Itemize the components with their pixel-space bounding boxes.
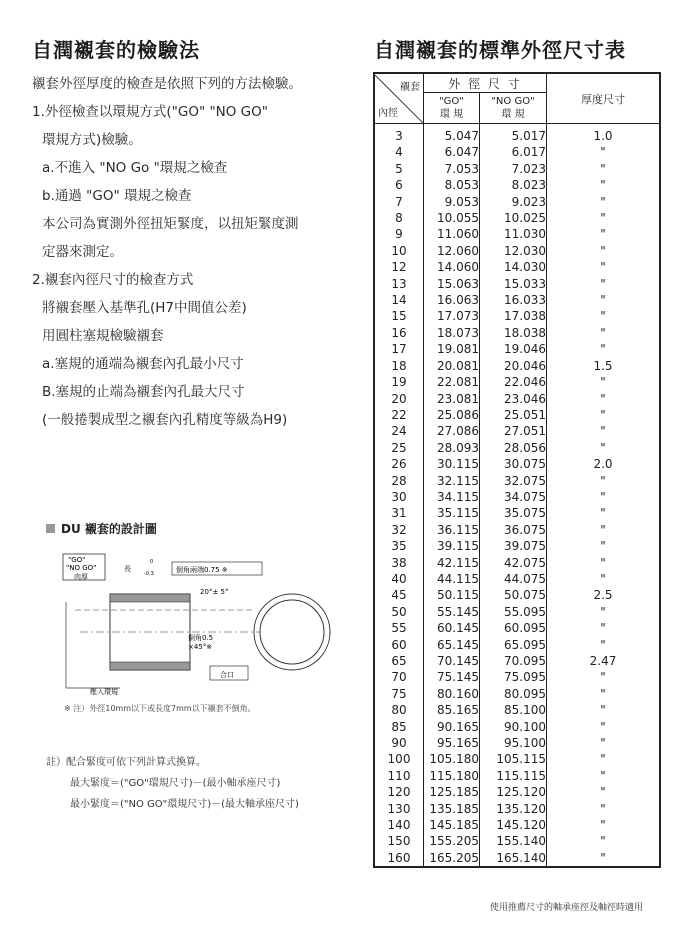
go-cell: 65.145 xyxy=(424,637,480,653)
table-row xyxy=(374,325,660,341)
thickness-cell: " xyxy=(547,407,661,423)
thickness-cell: " xyxy=(547,325,661,341)
thickness-cell: " xyxy=(547,801,661,817)
inner-diameter-cell: 18 xyxy=(374,358,424,374)
go-cell: 17.073 xyxy=(424,308,480,324)
nogo-cell: 70.095 xyxy=(480,653,547,669)
text-line: 定器來測定。 xyxy=(42,244,123,260)
inner-diameter-cell: 50 xyxy=(374,604,424,620)
nogo-cell: 6.017 xyxy=(480,144,547,160)
table-row xyxy=(374,555,660,571)
text-line: 1.外徑檢查以環規方式("GO" "NO GO" xyxy=(32,104,268,120)
go-cell: 32.115 xyxy=(424,473,480,489)
inspection-section xyxy=(32,34,362,439)
table-row xyxy=(374,620,660,636)
text-line: b.通過 "GO" 環規之檢查 xyxy=(42,188,192,204)
thickness-cell: 1.0 xyxy=(547,124,661,145)
nogo-cell: 60.095 xyxy=(480,620,547,636)
inner-diameter-cell: 160 xyxy=(374,850,424,867)
bushing-diagram xyxy=(60,548,360,702)
nogo-cell: 22.046 xyxy=(480,374,547,390)
table-row xyxy=(374,604,660,620)
spec-table xyxy=(373,72,661,868)
go-cell: 36.115 xyxy=(424,522,480,538)
thickness-cell: " xyxy=(547,177,661,193)
inner-diameter-cell: 38 xyxy=(374,555,424,571)
inner-diameter-cell: 7 xyxy=(374,194,424,210)
inner-diameter-cell: 3 xyxy=(374,124,424,145)
nogo-cell: 90.100 xyxy=(480,719,547,735)
inner-diameter-cell: 9 xyxy=(374,226,424,242)
nogo-cell: 65.095 xyxy=(480,637,547,653)
go-cell: 11.060 xyxy=(424,226,480,242)
inner-diameter-cell: 55 xyxy=(374,620,424,636)
go-cell: 50.115 xyxy=(424,587,480,603)
nogo-cell: 10.025 xyxy=(480,210,547,226)
table-row xyxy=(374,801,660,817)
thickness-cell: " xyxy=(547,440,661,456)
thickness-cell: " xyxy=(547,637,661,653)
inner-diameter-cell: 24 xyxy=(374,423,424,439)
go-cell: 70.145 xyxy=(424,653,480,669)
diagram-heading-text: DU 襯套的設計圖 xyxy=(61,522,157,536)
nogo-cell: 50.075 xyxy=(480,587,547,603)
nogo-cell: 17.038 xyxy=(480,308,547,324)
nogo-cell: 20.046 xyxy=(480,358,547,374)
table-row xyxy=(374,276,660,292)
text-line: B.塞規的止端為襯套內孔最大尺寸 xyxy=(42,384,245,400)
thickness-cell: " xyxy=(547,571,661,587)
table-row xyxy=(374,161,660,177)
thickness-cell: " xyxy=(547,669,661,685)
thickness-label: 肉厚 xyxy=(74,573,88,581)
table-row xyxy=(374,308,660,324)
go-header-text: "GO" xyxy=(439,96,464,107)
thickness-cell: " xyxy=(547,308,661,324)
spec-table-body xyxy=(374,124,660,868)
inner-diameter-cell: 25 xyxy=(374,440,424,456)
nogo-cell: 155.140 xyxy=(480,833,547,849)
go-cell: 35.115 xyxy=(424,505,480,521)
inner-diameter-cell: 10 xyxy=(374,243,424,259)
thickness-cell: " xyxy=(547,768,661,784)
inner-diameter-cell: 5 xyxy=(374,161,424,177)
nogo-cell: 115.115 xyxy=(480,768,547,784)
go-header xyxy=(424,93,480,124)
text-line: 將襯套壓入基準孔(H7中間值公差) xyxy=(42,300,247,316)
go-cell: 20.081 xyxy=(424,358,480,374)
nogo-ring-label: 環 規 xyxy=(501,109,525,120)
nogo-cell: 7.023 xyxy=(480,161,547,177)
go-cell: 28.093 xyxy=(424,440,480,456)
thickness-cell: " xyxy=(547,555,661,571)
inner-diameter-cell: 20 xyxy=(374,391,424,407)
thickness-cell: " xyxy=(547,604,661,620)
inner-diameter-cell: 80 xyxy=(374,702,424,718)
inner-diameter-cell: 8 xyxy=(374,210,424,226)
go-cell: 135.185 xyxy=(424,801,480,817)
thickness-cell: " xyxy=(547,522,661,538)
inner-diameter-cell: 30 xyxy=(374,489,424,505)
angle-label: 20°± 5° xyxy=(200,588,229,596)
thickness-cell: " xyxy=(547,292,661,308)
go-cell: 19.081 xyxy=(424,341,480,357)
table-row xyxy=(374,194,660,210)
inner-diameter-cell: 16 xyxy=(374,325,424,341)
nogo-cell: 25.051 xyxy=(480,407,547,423)
table-title: 自潤襯套的標準外徑尺寸表 xyxy=(374,38,626,62)
go-cell: 6.047 xyxy=(424,144,480,160)
table-row xyxy=(374,489,660,505)
square-bullet-icon xyxy=(46,524,55,533)
inner-diameter-cell: 6 xyxy=(374,177,424,193)
nogo-cell: 28.056 xyxy=(480,440,547,456)
go-cell: 145.185 xyxy=(424,817,480,833)
go-cell: 12.060 xyxy=(424,243,480,259)
go-cell: 9.053 xyxy=(424,194,480,210)
go-cell: 90.165 xyxy=(424,719,480,735)
inner-diameter-cell: 13 xyxy=(374,276,424,292)
go-cell: 85.165 xyxy=(424,702,480,718)
table-row xyxy=(374,440,660,456)
table-row xyxy=(374,751,660,767)
nogo-cell: 39.075 xyxy=(480,538,547,554)
nogo-cell: 12.030 xyxy=(480,243,547,259)
table-row xyxy=(374,702,660,718)
go-cell: 34.115 xyxy=(424,489,480,505)
table-row xyxy=(374,144,660,160)
go-cell: 27.086 xyxy=(424,423,480,439)
inner-diameter-cell: 75 xyxy=(374,686,424,702)
thickness-cell: " xyxy=(547,374,661,390)
go-cell: 15.063 xyxy=(424,276,480,292)
text-line: (一般捲製成型之襯套內孔精度等級為H9) xyxy=(42,412,288,428)
nogo-cell: 5.017 xyxy=(480,124,547,145)
thickness-cell: " xyxy=(547,817,661,833)
nogo-cell: 34.075 xyxy=(480,489,547,505)
table-footnote: 使用推薦尺寸的軸承座徑及軸徑時適用 xyxy=(490,903,644,913)
thickness-cell: " xyxy=(547,850,661,867)
go-cell: 95.165 xyxy=(424,735,480,751)
inner-diameter-cell: 19 xyxy=(374,374,424,390)
go-cell: 115.180 xyxy=(424,768,480,784)
nogo-cell: 35.075 xyxy=(480,505,547,521)
nogo-cell: 80.095 xyxy=(480,686,547,702)
chamfer-angle-label: ×45°※ xyxy=(188,643,213,651)
go-cell: 75.145 xyxy=(424,669,480,685)
table-row xyxy=(374,768,660,784)
inner-diameter-cell: 85 xyxy=(374,719,424,735)
nogo-header-text: "NO GO" xyxy=(491,96,535,107)
go-ring-label: 環 規 xyxy=(439,109,464,120)
corner-header xyxy=(374,73,424,124)
go-cell: 39.115 xyxy=(424,538,480,554)
thickness-cell: " xyxy=(547,489,661,505)
diagram-heading xyxy=(46,520,157,537)
thickness-cell: 2.0 xyxy=(547,456,661,472)
go-cell: 22.081 xyxy=(424,374,480,390)
go-cell: 7.053 xyxy=(424,161,480,177)
thickness-cell: " xyxy=(547,473,661,489)
table-row xyxy=(374,124,660,145)
table-row xyxy=(374,538,660,554)
outer-header: 外 徑 尺 寸 xyxy=(424,73,547,93)
nogo-cell: 125.120 xyxy=(480,784,547,800)
text-line: a.塞規的通端為襯套內孔最小尺寸 xyxy=(42,356,244,372)
table-row xyxy=(374,374,660,390)
thickness-cell: " xyxy=(547,702,661,718)
table-row xyxy=(374,505,660,521)
note-line: 註）配合緊度可依下列計算式換算。 xyxy=(46,757,206,768)
pressfit-label: 壓入環規 xyxy=(90,688,118,696)
go-cell: 18.073 xyxy=(424,325,480,341)
chamfer-inner-label: 倒角0.5 xyxy=(188,634,214,642)
nogo-cell: 14.030 xyxy=(480,259,547,275)
nogo-cell: 23.046 xyxy=(480,391,547,407)
diagram-note: ※ 注）外徑10mm以下或長度7mm以下襯套不倒角。 xyxy=(64,704,256,713)
go-label: "GO" xyxy=(68,556,86,564)
thickness-cell: " xyxy=(547,505,661,521)
table-row xyxy=(374,522,660,538)
thickness-cell: " xyxy=(547,276,661,292)
inner-diameter-cell: 120 xyxy=(374,784,424,800)
table-row xyxy=(374,653,660,669)
go-cell: 14.060 xyxy=(424,259,480,275)
inner-diameter-cell: 28 xyxy=(374,473,424,489)
table-row xyxy=(374,391,660,407)
inner-diameter-cell: 4 xyxy=(374,144,424,160)
thickness-cell: " xyxy=(547,194,661,210)
go-cell: 8.053 xyxy=(424,177,480,193)
nogo-cell: 105.115 xyxy=(480,751,547,767)
go-cell: 10.055 xyxy=(424,210,480,226)
nogo-cell: 85.100 xyxy=(480,702,547,718)
inner-diameter-cell: 90 xyxy=(374,735,424,751)
thickness-cell: " xyxy=(547,735,661,751)
inner-diameter-cell: 22 xyxy=(374,407,424,423)
table-row xyxy=(374,210,660,226)
table-row xyxy=(374,637,660,653)
table-row xyxy=(374,784,660,800)
nogo-cell: 95.100 xyxy=(480,735,547,751)
table-row xyxy=(374,571,660,587)
inner-diameter-cell: 12 xyxy=(374,259,424,275)
thickness-cell: " xyxy=(547,144,661,160)
go-cell: 60.145 xyxy=(424,620,480,636)
nogo-cell: 18.038 xyxy=(480,325,547,341)
nogo-cell: 165.140 xyxy=(480,850,547,867)
inner-diameter-cell: 40 xyxy=(374,571,424,587)
inner-diameter-cell: 15 xyxy=(374,308,424,324)
nogo-cell: 75.095 xyxy=(480,669,547,685)
inner-diameter-cell: 35 xyxy=(374,538,424,554)
nogo-cell: 44.075 xyxy=(480,571,547,587)
inner-diameter-cell: 26 xyxy=(374,456,424,472)
nogo-cell: 30.075 xyxy=(480,456,547,472)
thickness-cell: " xyxy=(547,226,661,242)
go-cell: 16.063 xyxy=(424,292,480,308)
thickness-cell: " xyxy=(547,210,661,226)
inner-diameter-cell: 140 xyxy=(374,817,424,833)
table-row xyxy=(374,243,660,259)
inner-diameter-cell: 32 xyxy=(374,522,424,538)
text-line: 襯套外徑厚度的檢查是依照下列的方法檢驗。 xyxy=(32,76,302,92)
inner-diameter-cell: 14 xyxy=(374,292,424,308)
inner-diameter-cell: 130 xyxy=(374,801,424,817)
text-line: 環規方式)檢驗。 xyxy=(42,132,142,148)
chamfer-both-label: 倒角兩端0.75 ※ xyxy=(176,566,228,574)
inner-diameter-cell: 110 xyxy=(374,768,424,784)
thickness-cell: " xyxy=(547,719,661,735)
nogo-cell: 16.033 xyxy=(480,292,547,308)
table-row xyxy=(374,686,660,702)
length-label: 長 xyxy=(124,565,131,573)
table-row xyxy=(374,407,660,423)
thickness-cell: " xyxy=(547,391,661,407)
tolerance-bottom: -0.3 xyxy=(144,571,154,577)
thickness-cell: " xyxy=(547,538,661,554)
table-row xyxy=(374,833,660,849)
thickness-cell: " xyxy=(547,259,661,275)
table-row xyxy=(374,358,660,374)
table-row xyxy=(374,341,660,357)
bushing-drawing xyxy=(60,548,360,698)
table-row xyxy=(374,473,660,489)
thickness-cell: " xyxy=(547,686,661,702)
text-line: 用圓柱塞規檢驗襯套 xyxy=(42,328,164,344)
nogo-cell: 135.120 xyxy=(480,801,547,817)
nogo-cell: 9.023 xyxy=(480,194,547,210)
go-cell: 155.205 xyxy=(424,833,480,849)
table-row xyxy=(374,587,660,603)
go-cell: 55.145 xyxy=(424,604,480,620)
table-row xyxy=(374,669,660,685)
nogo-cell: 27.051 xyxy=(480,423,547,439)
thickness-cell: " xyxy=(547,341,661,357)
go-cell: 105.180 xyxy=(424,751,480,767)
nogo-header xyxy=(480,93,547,124)
note-line: 最小緊度＝("NO GO"環規尺寸)－(最大軸承座尺寸) xyxy=(70,799,299,810)
go-cell: 165.205 xyxy=(424,850,480,867)
thickness-cell: 2.5 xyxy=(547,587,661,603)
go-cell: 30.115 xyxy=(424,456,480,472)
thickness-cell: " xyxy=(547,161,661,177)
table-row xyxy=(374,177,660,193)
nogo-cell: 15.033 xyxy=(480,276,547,292)
inner-diameter-cell: 60 xyxy=(374,637,424,653)
nogo-cell: 32.075 xyxy=(480,473,547,489)
nogo-cell: 36.075 xyxy=(480,522,547,538)
thickness-cell: " xyxy=(547,784,661,800)
go-cell: 44.115 xyxy=(424,571,480,587)
nogo-cell: 55.095 xyxy=(480,604,547,620)
thickness-cell: " xyxy=(547,833,661,849)
go-cell: 25.086 xyxy=(424,407,480,423)
table-row xyxy=(374,719,660,735)
notes-block xyxy=(46,752,299,815)
nogo-cell: 11.030 xyxy=(480,226,547,242)
note-line: 最大緊度＝("GO"環規尺寸)－(最小軸承座尺寸) xyxy=(70,778,281,789)
text-line: a.不進入 "NO Go "環規之檢查 xyxy=(42,160,228,176)
inner-diameter-cell: 31 xyxy=(374,505,424,521)
nogo-cell: 19.046 xyxy=(480,341,547,357)
thickness-cell: " xyxy=(547,243,661,259)
table-row xyxy=(374,423,660,439)
table-row xyxy=(374,456,660,472)
go-cell: 42.115 xyxy=(424,555,480,571)
thickness-cell: 2.47 xyxy=(547,653,661,669)
tolerance-top: 0 xyxy=(150,559,154,565)
joint-label: 合口 xyxy=(220,671,234,679)
table-row xyxy=(374,850,660,867)
table-row xyxy=(374,735,660,751)
table-row xyxy=(374,259,660,275)
text-line: 2.襯套內徑尺寸的檢查方式 xyxy=(32,272,194,288)
inner-diameter-cell: 70 xyxy=(374,669,424,685)
go-cell: 23.081 xyxy=(424,391,480,407)
inspection-title: 自潤襯套的檢驗法 xyxy=(32,38,200,62)
thickness-header: 厚度尺寸 xyxy=(547,73,661,124)
thickness-cell: " xyxy=(547,751,661,767)
go-cell: 5.047 xyxy=(424,124,480,145)
table-row xyxy=(374,226,660,242)
corner-top-label: 襯套 xyxy=(400,81,420,93)
nogo-cell: 42.075 xyxy=(480,555,547,571)
go-cell: 125.185 xyxy=(424,784,480,800)
nogo-label: "NO GO" xyxy=(66,564,97,572)
inner-diameter-cell: 45 xyxy=(374,587,424,603)
nogo-cell: 145.120 xyxy=(480,817,547,833)
table-row xyxy=(374,292,660,308)
table-row xyxy=(374,817,660,833)
inner-diameter-cell: 100 xyxy=(374,751,424,767)
corner-bottom-label: 內徑 xyxy=(378,107,398,119)
inner-diameter-cell: 65 xyxy=(374,653,424,669)
text-line: 本公司為實測外徑扭矩緊度，以扭矩緊度測 xyxy=(42,216,299,232)
thickness-cell: " xyxy=(547,423,661,439)
thickness-cell: " xyxy=(547,620,661,636)
inner-diameter-cell: 150 xyxy=(374,833,424,849)
thickness-cell: 1.5 xyxy=(547,358,661,374)
go-cell: 80.160 xyxy=(424,686,480,702)
nogo-cell: 8.023 xyxy=(480,177,547,193)
inner-diameter-cell: 17 xyxy=(374,341,424,357)
